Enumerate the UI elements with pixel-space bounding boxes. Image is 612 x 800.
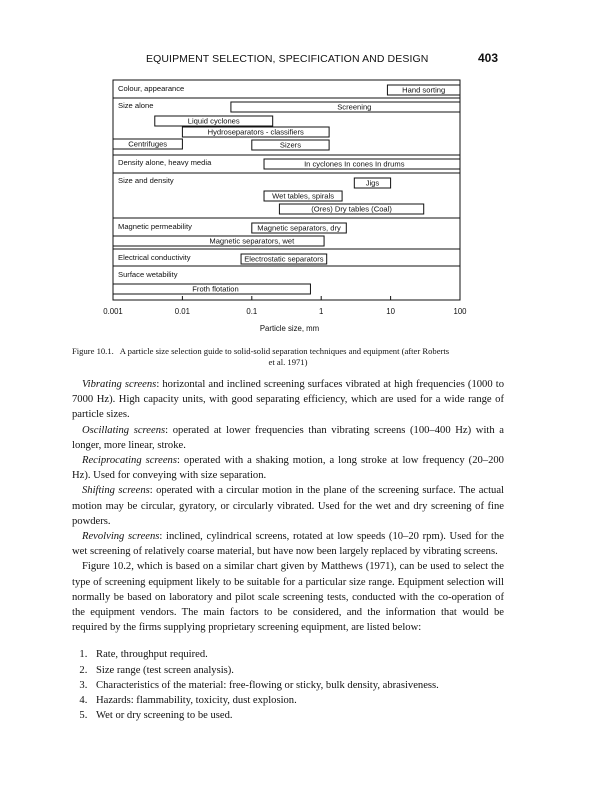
paragraph-revolving-screens [72, 529, 504, 559]
caption-line-2: et al. 1971) [268, 357, 308, 367]
list-item: 1. Rate, throughput required. [90, 647, 504, 662]
list-item: 3. Characteristics of the material: free-flowing or sticky, bulk density, abrasiveness. [90, 678, 504, 693]
paragraph-shifting-screens [72, 483, 504, 529]
x-tick-label: 0.1 [246, 307, 258, 316]
paragraph-reciprocating-screens [72, 453, 504, 483]
term-vibrating-screens: Vibrating screens [82, 379, 157, 390]
term-revolving-screens: Revolving screens [82, 531, 160, 543]
caption-line-1 [72, 346, 504, 357]
page-number: 403 [478, 51, 499, 65]
range-bar-label: Liquid cyclones [187, 116, 240, 126]
x-tick-label: 100 [453, 307, 467, 316]
text-vibrating-screens: : horizontal and inclined screening surfaces vibrated at high frequencies (1000 to 7000 Hz). High capacity units, with good separating efficiency, which are used for a wide range of particle sizes. [72, 379, 504, 421]
term-reciprocating-screens: Reciprocating screens [82, 455, 177, 467]
running-header: EQUIPMENT SELECTION, SPECIFICATION AND DESIGN [146, 53, 429, 65]
chart-frame [113, 80, 460, 300]
range-bar-label: In cyclones In cones In drums [304, 159, 405, 169]
x-tick-label: 10 [386, 307, 395, 316]
property-label: Size alone [118, 101, 154, 110]
x-axis-label: Particle size, mm [259, 324, 320, 333]
x-tick-label: 0.01 [174, 307, 190, 316]
size-selection-chart [0, 0, 612, 345]
text-revolving-screens: : inclined, cylindrical screens, rotated at low speeds (10–20 rpm). Used for the wet screening of relatively coarse material, but have now been largely replaced by vibrating screens. [72, 531, 504, 558]
range-bar-label: Jigs [365, 178, 380, 188]
range-bar-label: Froth flotation [192, 284, 239, 294]
property-label: Colour, appearance [118, 84, 185, 93]
caption-label: Figure 10.1. [72, 346, 114, 356]
range-bar-label: Hydroseparators - classifiers [207, 127, 304, 137]
property-label: Electrical conductivity [118, 253, 191, 262]
text-shifting-screens: : operated with a circular motion in the plane of the screening surface. The actual motion may be circular, gyratory, or circularly vibrated. Used for the wet and dry screening of fine powders. [72, 485, 504, 527]
body-text [72, 377, 504, 723]
range-bar-label: Wet tables, spirals [272, 191, 335, 201]
range-bar-label: Centrifuges [128, 139, 168, 149]
property-label: Surface wetability [118, 270, 178, 279]
property-label: Size and density [118, 176, 174, 185]
range-bar-label: Magnetic separators, wet [209, 236, 295, 246]
x-tick-label: 1 [319, 307, 324, 316]
range-bar-label: Hand sorting [402, 85, 446, 95]
caption-text: A particle size selection guide to solid-solid separation techniques and equipment (after Roberts [119, 346, 450, 356]
figure-caption [72, 346, 504, 368]
range-bar-label: Sizers [279, 140, 302, 150]
paragraph-oscillating-screens [72, 423, 504, 453]
list-item: 4. Hazards: flammability, toxicity, dust explosion. [90, 693, 504, 708]
range-bar-label: Electrostatic separators [244, 254, 324, 264]
term-oscillating-screens: Oscillating screens [82, 424, 166, 436]
property-label: Density alone, heavy media [118, 158, 212, 167]
requirements-list [72, 647, 504, 723]
list-item: 2. Size range (test screen analysis). [90, 663, 504, 678]
text-reciprocating-screens: : operated with a shaking motion, a long stroke at low frequency (20–200 Hz). Used for conveying with size separation. [72, 455, 504, 482]
range-bar-label: Magnetic separators, dry [257, 223, 341, 233]
range-bar-label: (Ores) Dry tables (Coal) [311, 204, 392, 214]
term-shifting-screens: Shifting screens [82, 485, 150, 497]
x-tick-label: 0.001 [103, 307, 123, 316]
property-label: Magnetic permeability [118, 222, 192, 231]
range-bar-label: Screening [337, 102, 372, 112]
text-oscillating-screens: : operated at lower frequencies than vibrating screens (100–400 Hz) with a longer, more linear, stroke. [72, 424, 504, 451]
list-item: 5. Wet or dry screening to be used. [90, 708, 504, 723]
paragraph-figure-10-2: Figure 10.2, which is based on a similar chart given by Matthews (1971), can be used to select the type of screening equipment likely to be suitable for a particular size range. Equipment selection will normally be based on laboratory and pilot scale screening tests, conducted with the co-operation of the equipment vendors. The main factors to be considered, and the information that would be required by the firms supplying proprietary screening equipment, are listed below: [72, 561, 504, 634]
paragraph-vibrating-screens [72, 377, 504, 423]
